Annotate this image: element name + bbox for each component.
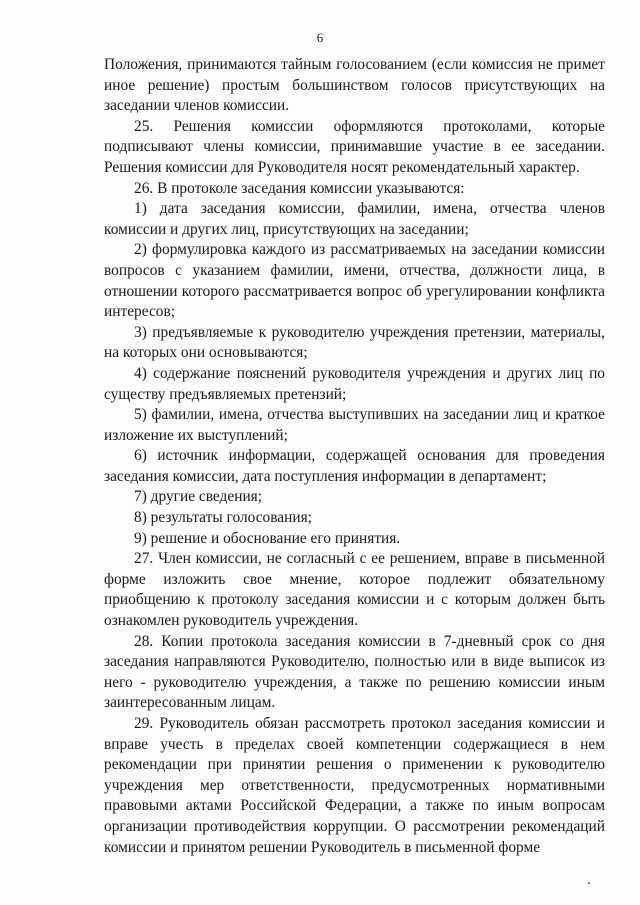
list-item-7: 7) другие сведения; [134, 488, 263, 506]
list-item-9: 9) решение и обоснование его принятия. [134, 529, 401, 547]
paragraph-29: 29. Руководитель обязан рассмотреть протокол заседания комиссии и вправе учесть в пределах своей компетенции содержащиеся в нем рекомендации при принятии решения о применении к руководителю учреждения мер ответственности, предусмотренных нормативными правовыми актами Российской Федерации, а также по иным вопросам организации противодействия коррупции. О рассмотрении рекомендаций комиссии и принятом решении Руководитель в письменной форме [104, 715, 605, 856]
document-body [104, 55, 605, 858]
scan-artifact-dot [588, 882, 590, 884]
paragraph-27: 27. Член комиссии, не согласный с ее решением, вправе в письменной форме изложить свое мнение, которое подлежит обязательному приобщению к протоколу заседания комиссии и с которым должен быть ознакомлен руководитель учреждения. [104, 550, 605, 630]
page-number: 6 [316, 30, 324, 45]
list-item-5: 5) фамилии, имена, отчества выступивших на заседании лиц и краткое изложение их выступлений; [104, 406, 605, 444]
paragraph-25: 25. Решения комиссии оформляются протоколами, которые подписывают члены комиссии, принимавшие участие в ее заседании. Решения комиссии для Руководителя носят рекомендательный характер. [104, 117, 605, 176]
list-item-4: 4) содержание пояснений руководителя учреждения и других лиц по существу предъявляемых претензий; [104, 364, 605, 403]
list-item-8: 8) результаты голосования; [134, 509, 312, 527]
list-item-1: 1) дата заседания комиссии, фамилии, имена, отчества членов комиссии и других лиц, присутствующих на заседании; [104, 200, 605, 238]
paragraph-28: 28. Копии протокола заседания комиссии в 7-дневный срок со дня заседания направляются Руководителю, полностью или в виде выписок из него - руководителю учреждения, а также по решению комиссии иным заинтересованным лицам. [104, 632, 605, 712]
list-item-6: 6) источник информации, содержащей основания для проведения заседания комиссии, дата поступления информации в департамент; [104, 447, 605, 485]
list-item-2: 2) формулировка каждого из рассматриваемых на заседании комиссии вопросов с указанием фамилии, имени, отчества, должности лица, в отношении которого рассматривается вопрос об урегулировании конфликта интересов; [104, 241, 605, 321]
paragraph-26: 26. В протоколе заседания комиссии указываются: [134, 179, 465, 197]
list-item-3: 3) предъявляемые к руководителю учреждения претензии, материалы, на которых они основываются; [104, 323, 605, 362]
paragraph-continuation: Положения, принимаются тайным голосованием (если комиссия не примет иное решение) простым большинством голосов присутствующих на заседании членов комиссии. [104, 56, 605, 115]
